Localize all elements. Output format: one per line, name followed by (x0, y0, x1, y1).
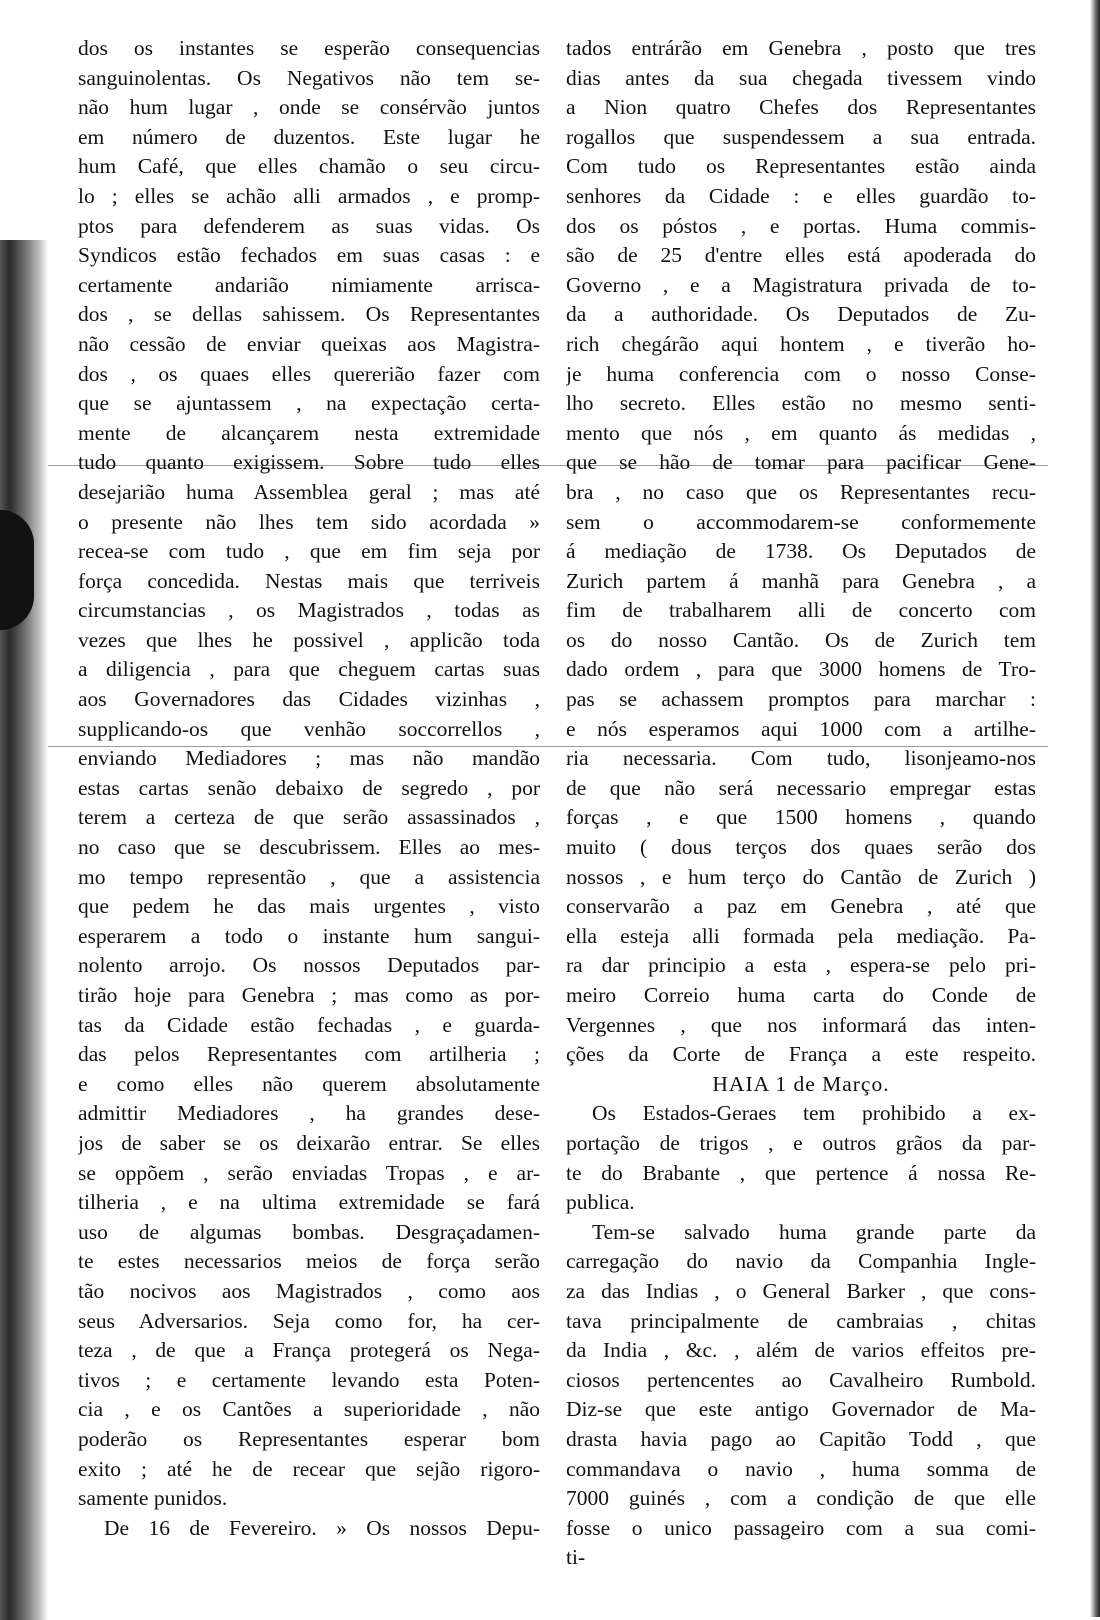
text-line: fosse o unico passageiro com a sua comi- (566, 1515, 1036, 1540)
text-line: publica. (566, 1190, 635, 1215)
text-line: não hum lugar , onde se consérvão juntos (78, 95, 540, 120)
text-line: enviando Mediadores ; mas não mandão (78, 746, 540, 771)
text-line: lo ; elles se achão alli armados , e promp- (78, 183, 540, 208)
text-line: muito ( dous terços dos quaes serão dos (566, 835, 1036, 860)
text-line: não cessão de enviar queixas aos Magistra- (78, 331, 540, 356)
text-line: mento que nós , em quanto ás medidas , (566, 420, 1036, 445)
text-line: da India , &c. , além de varios effeitos pre- (566, 1338, 1036, 1363)
text-line: em número de duzentos. Este lugar he (78, 124, 540, 149)
text-line: seus Adversarios. Seja como for, ha cer- (78, 1308, 540, 1333)
text-line: que se hão de tomar para pacificar Gene- (566, 450, 1036, 475)
text-line: De 16 de Fevereiro. » Os nossos Depu- (104, 1515, 540, 1540)
text-line: commandava o navio , huma somma de (566, 1456, 1036, 1481)
text-line: á mediação de 1738. Os Deputados de (566, 539, 1036, 564)
text-column-left (78, 34, 540, 1543)
text-line: certamente andarião nimiamente arrisca- (78, 272, 540, 297)
text-line: que se ajuntassem , na expectação certa- (78, 391, 540, 416)
text-line: tilheria , e na ultima extremidade se fará (78, 1190, 540, 1215)
text-line: jos de saber se os deixarão entrar. Se elles (78, 1130, 540, 1155)
text-line: ções da Corte de França a este respeito. (566, 1042, 1036, 1067)
text-line: pas se achassem promptos para marchar : (566, 687, 1036, 712)
text-line: são de 25 d'entre elles está apoderada do (566, 243, 1036, 268)
text-line: cia , e os Cantões a superioridade , não (78, 1397, 540, 1422)
text-line: uso de algumas bombas. Desgraçadamen- (78, 1219, 540, 1244)
text-line: sanguinolentas. Os Negativos não tem se- (78, 65, 540, 90)
text-line: força concedida. Nestas mais que terriveis (78, 568, 540, 593)
text-line: circumstancias , os Magistrados , todas as (78, 598, 540, 623)
text-line: ptos para defenderem as suas vidas. Os (78, 213, 540, 238)
text-line: hum Café, que elles chamão o seu circu- (78, 154, 540, 179)
text-line: portação de trigos , e outros grãos da par- (566, 1130, 1036, 1155)
text-line: ella esteja alli formada pela mediação. Pa- (566, 923, 1036, 948)
text-line: estas cartas senão debaixo de segredo , por (78, 775, 540, 800)
text-line: dias antes da sua chegada tivessem vindo (566, 65, 1036, 90)
text-line: aos Governadores das Cidades vizinhas , (78, 687, 540, 712)
scan-edge-left (0, 240, 48, 1620)
text-line: te estes necessarios meios de força serão (78, 1249, 540, 1274)
text-line: exito ; até he de recear que sejão rigoro- (78, 1456, 540, 1481)
text-line: ciosos pertencentes ao Cavalheiro Rumbold. (566, 1367, 1036, 1392)
text-line: carregação do navio da Companhia Ingle- (566, 1249, 1036, 1274)
text-line: drasta havia pago ao Capitão Todd , que (566, 1426, 1036, 1451)
text-line: dos , os quaes elles quererião fazer com (78, 361, 540, 386)
text-line: teza , de que a França protegerá os Nega- (78, 1338, 540, 1363)
text-line: tão nocivos aos Magistrados , como aos (78, 1278, 540, 1303)
text-line: 7000 guinés , com a condição de que elle (566, 1486, 1036, 1511)
text-line: Os Estados-Geraes tem prohibido a ex- (592, 1101, 1036, 1126)
text-line: Governo , e a Magistratura privada de to- (566, 272, 1036, 297)
text-line: rich chegárão aqui hontem , e tiverão ho- (566, 331, 1036, 356)
text-line: je huma conferencia com o nosso Conse- (566, 361, 1036, 386)
text-column-right (566, 34, 1036, 1573)
text-line: Syndicos estão fechados em suas casas : e (78, 243, 540, 268)
text-line: Zurich partem á manhã para Genebra , a (566, 568, 1036, 593)
text-line: dos os póstos , e portas. Huma commis- (566, 213, 1036, 238)
text-line: tivos ; e certamente levando esta Poten- (78, 1367, 540, 1392)
text-line: lho secreto. Elles estão no mesmo senti- (566, 391, 1036, 416)
text-line: a diligencia , para que cheguem cartas suas (78, 657, 540, 682)
text-line: za das Indias , o General Barker , que cons- (566, 1278, 1036, 1303)
text-line: se oppõem , serão enviadas Tropas , e ar- (78, 1160, 540, 1185)
text-line: tirão hoje para Genebra ; mas como as por- (78, 983, 540, 1007)
text-line: tudo quanto exigissem. Sobre tudo elles (78, 450, 540, 475)
text-line: bra , no caso que os Representantes recu- (566, 479, 1036, 504)
text-line: recea-se com tudo , que em fim seja por (78, 539, 540, 564)
text-line: das pelos Representantes com artilheria ; (78, 1042, 540, 1067)
text-line: ra dar principio a esta , espera-se pelo pri- (566, 953, 1036, 978)
text-line: mo tempo representão , que a assistencia (78, 864, 540, 889)
text-line: forças , e que 1500 homens , quando (566, 805, 1036, 830)
text-line: os do nosso Cantão. Os de Zurich tem (566, 627, 1036, 652)
text-line: HAIA 1 de Março. (712, 1071, 890, 1096)
text-line: poderão os Representantes esperar bom (78, 1426, 540, 1451)
text-line: dado ordem , para que 3000 homens de Tro- (566, 657, 1036, 682)
text-line: rogallos que suspendessem a sua entrada. (566, 124, 1036, 149)
text-line: Tem-se salvado huma grande parte da (592, 1219, 1036, 1244)
text-line: Vergennes , que nos informará das inten- (566, 1012, 1036, 1037)
text-line: que pedem he das mais urgentes , visto (78, 894, 540, 919)
text-line: tados entrárão em Genebra , posto que tres (566, 36, 1036, 60)
text-line: Com tudo os Representantes estão ainda (566, 154, 1036, 179)
text-line: a Nion quatro Chefes dos Representantes (566, 95, 1036, 120)
text-line: vezes que lhes he possivel , applicão toda (78, 627, 540, 652)
text-line: sem o accommodarem-se conformemente (566, 509, 1036, 534)
text-line: da a authoridade. Os Deputados de Zu- (566, 302, 1036, 327)
text-line: terem a certeza de que serão assassinados , (78, 805, 540, 830)
text-line: fim de trabalharem alli de concerto com (566, 598, 1036, 623)
text-line: ria necessaria. Com tudo, lisonjeamo-nos (566, 746, 1036, 771)
text-line: admittir Mediadores , ha grandes dese- (78, 1101, 540, 1126)
text-line: e como elles não querem absolutamente (78, 1071, 540, 1096)
text-line: ti- (566, 1545, 586, 1570)
text-line: esperarem a todo o instante hum sangui- (78, 923, 540, 948)
text-line: nolento arrojo. Os nossos Deputados par- (78, 953, 540, 978)
text-line: dos os instantes se esperão consequencias (78, 36, 540, 60)
text-line: e nós esperamos aqui 1000 com a artilhe- (566, 716, 1036, 741)
text-line: desejarião huma Assemblea geral ; mas até (78, 479, 540, 504)
text-line: de que não será necessario empregar estas (566, 775, 1036, 800)
text-line: no caso que se descubrissem. Elles ao mes- (78, 835, 540, 860)
text-line: supplicando-os que venhão soccorrellos , (78, 716, 540, 741)
text-line: tava principalmente de cambraias , chitas (566, 1308, 1036, 1333)
text-line: dos , se dellas sahissem. Os Representantes (78, 302, 540, 327)
text-line: Diz-se que este antigo Governador de Ma- (566, 1397, 1036, 1422)
text-line: senhores da Cidade : e elles guardão to- (566, 183, 1036, 208)
scan-edge-right (1090, 0, 1100, 1617)
text-line: mente de alcançarem nesta extremidade (78, 420, 540, 445)
text-line: conservarão a paz em Genebra , até que (566, 894, 1036, 919)
text-line: te do Brabante , que pertence á nossa Re- (566, 1160, 1036, 1185)
text-line: o presente não lhes tem sido acordada » (78, 509, 540, 534)
text-line: meiro Correio huma carta do Conde de (566, 983, 1036, 1007)
text-line: nossos , e hum terço do Cantão de Zurich ) (566, 864, 1036, 889)
text-line: tas da Cidade estão fechadas , e guarda- (78, 1012, 540, 1037)
text-line: samente punidos. (78, 1486, 228, 1511)
